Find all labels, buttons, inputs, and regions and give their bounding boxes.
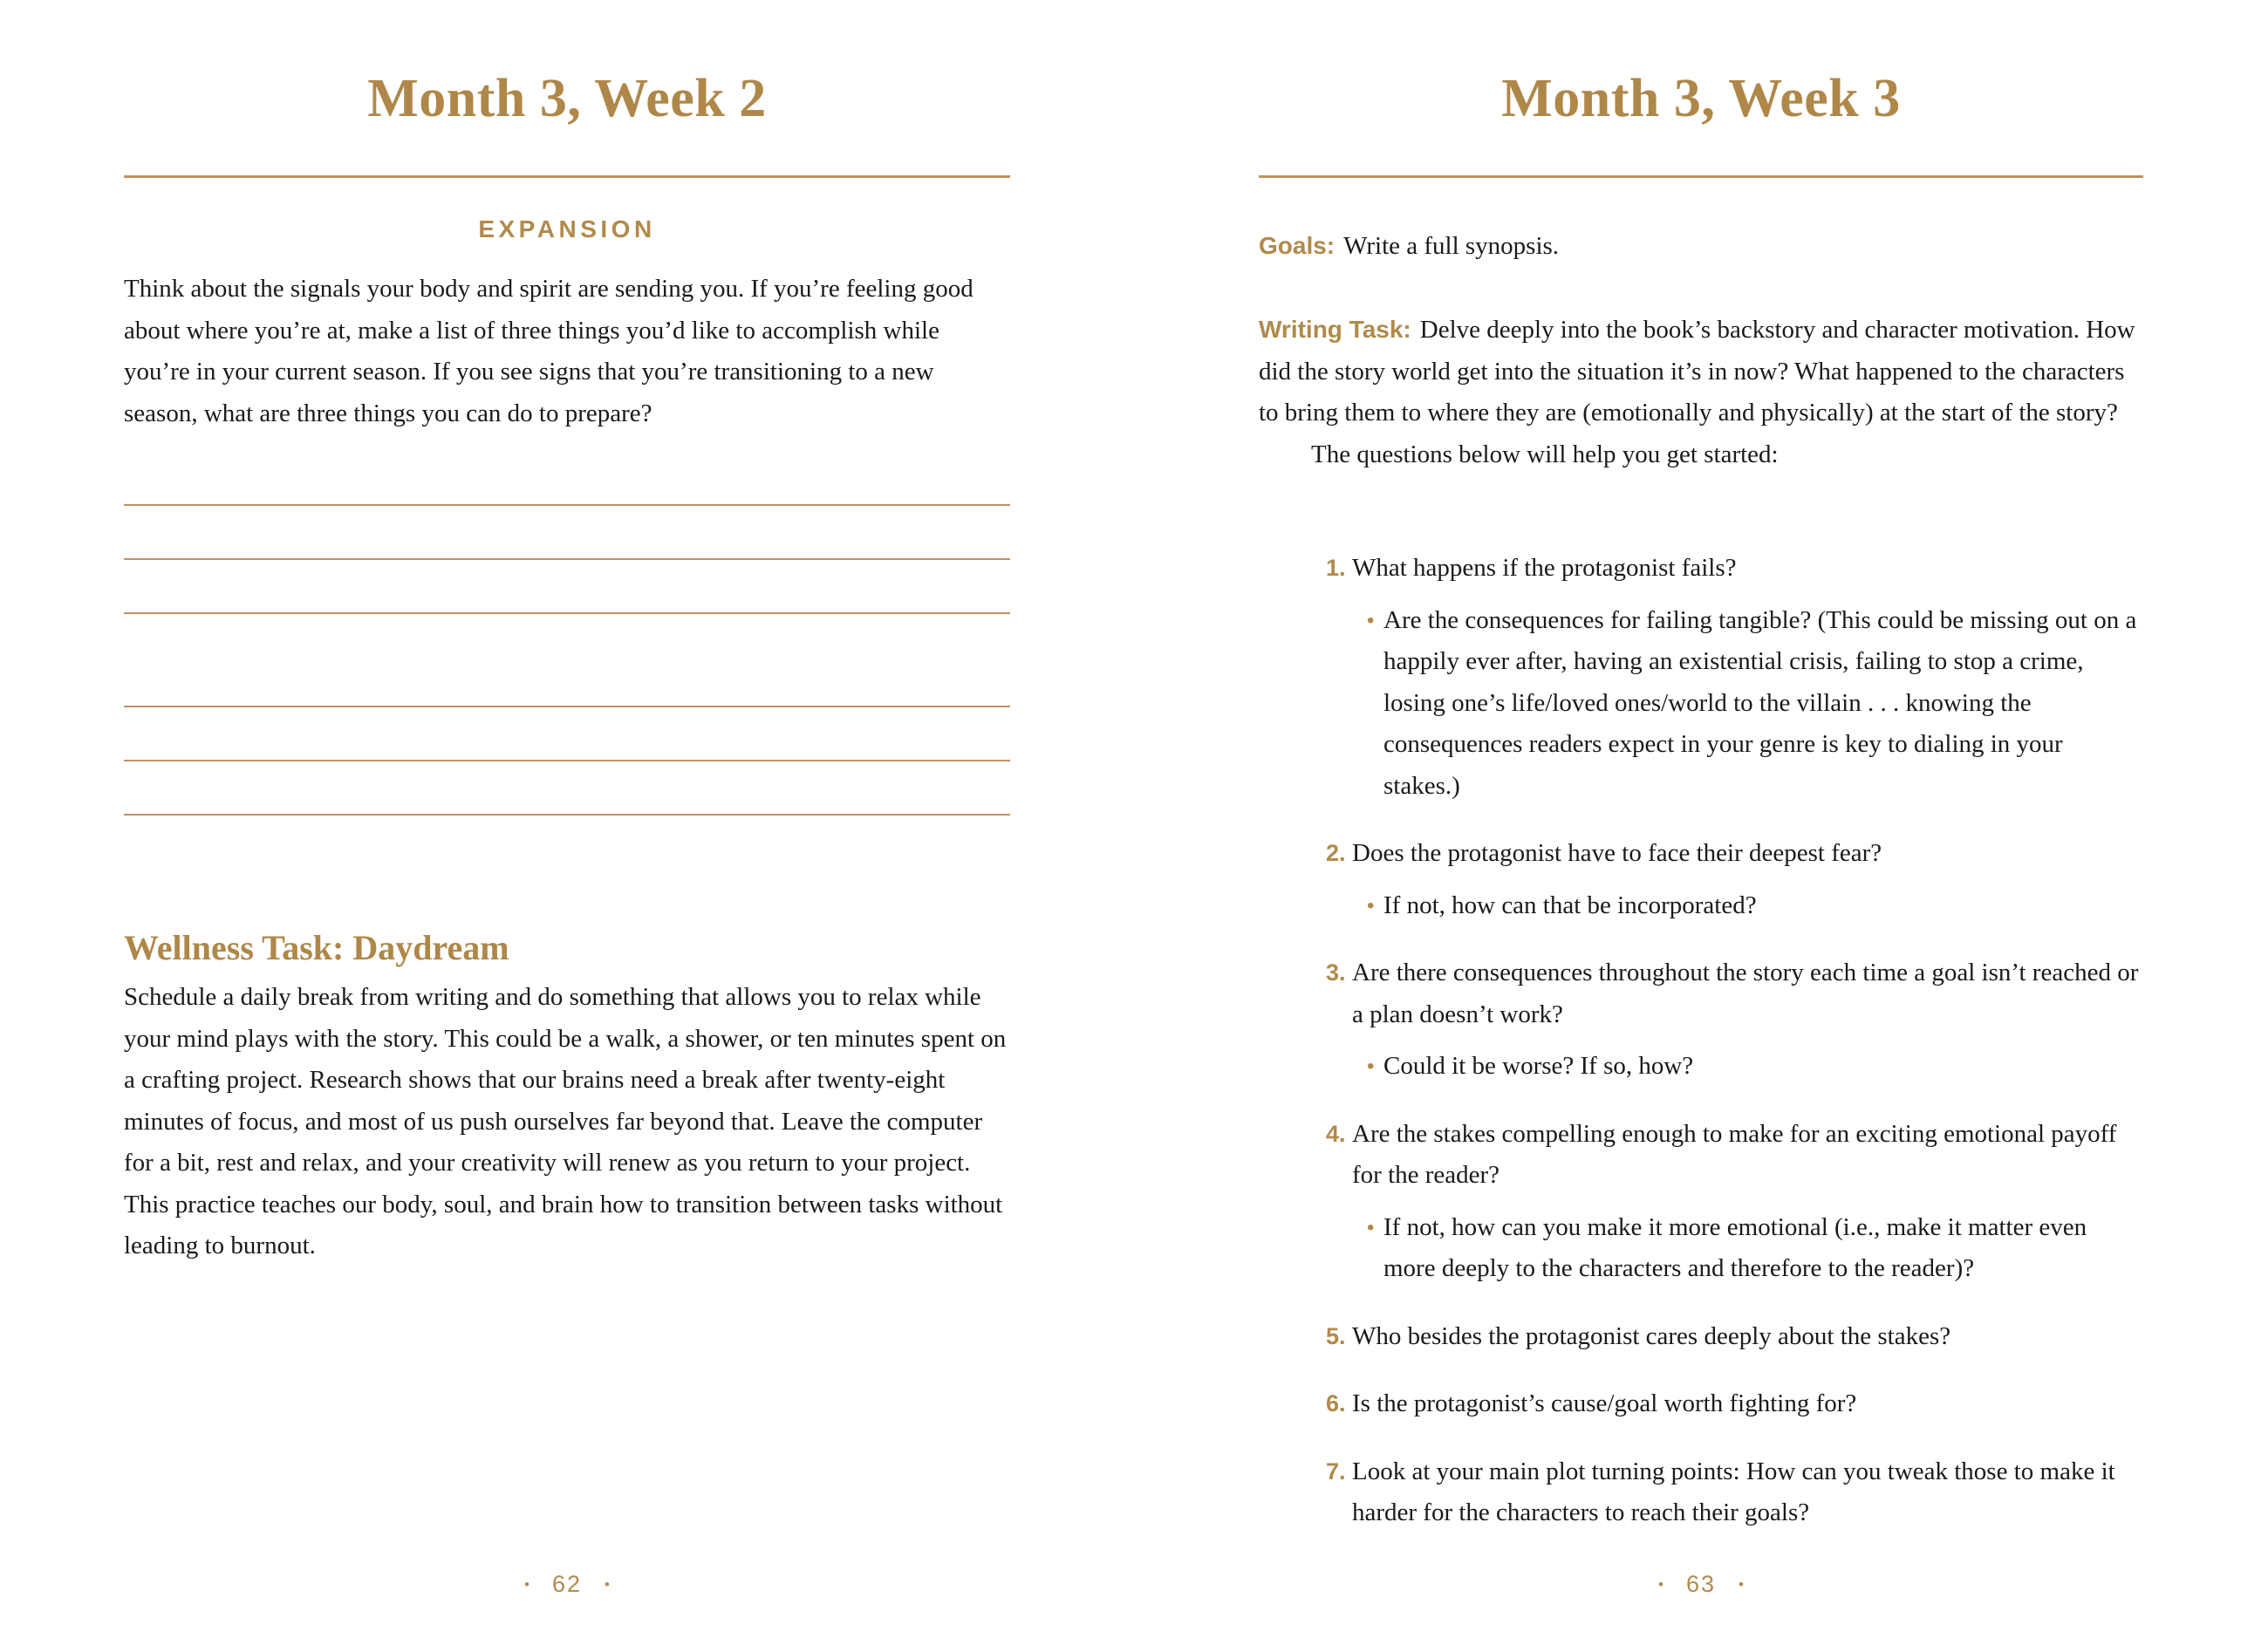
wellness-task-section	[124, 926, 1010, 1267]
question-bullet	[1367, 1207, 2143, 1290]
left-page	[124, 0, 1010, 1645]
bullet-icon: •	[1367, 1215, 1375, 1239]
footer-dot-icon: •	[1658, 1576, 1663, 1593]
question-number: 6.	[1326, 1390, 1346, 1416]
right-page-number: 63	[1685, 1571, 1717, 1597]
goals-block	[1259, 225, 2143, 268]
question-text: What happens if the protagonist fails?	[1352, 554, 1737, 582]
bullet-icon: •	[1367, 893, 1375, 918]
question-bullet	[1367, 600, 2143, 808]
left-page-number: 62	[551, 1571, 583, 1597]
question-row	[1259, 1451, 2143, 1534]
bullet-icon: •	[1367, 1055, 1375, 1078]
blank-writing-line	[124, 761, 1010, 816]
question-bullet	[1367, 885, 2143, 927]
footer-dot-icon: •	[524, 1576, 529, 1593]
expansion-intro-paragraph: Think about the signals your body and spirit are sending you. If you’re feeling good about where you’re at, make a list of three things you’d like to accomplish while you’re in your current season. If you see signs that you’re transitioning to a new season, what are three things you can do to prepare?	[124, 275, 973, 427]
wellness-task-heading: Wellness Task: Daydream	[124, 928, 509, 967]
goals-label: Goals:	[1259, 232, 1336, 259]
left-page-footer	[124, 1568, 1010, 1601]
question-row	[1259, 833, 2143, 875]
writing-task-paragraph	[1259, 309, 2143, 434]
writing-task-label: Writing Task:	[1259, 316, 1411, 343]
question-text: Is the protagonist’s cause/goal worth fighting for?	[1352, 1389, 1857, 1417]
blank-writing-line	[124, 560, 1010, 614]
bullet-text: If not, how can you make it more emotional (i.e., make it matter even more deeply to the characters and therefore to the reader)?	[1383, 1212, 2087, 1282]
question-text: Who besides the protagonist cares deeply about the stakes?	[1352, 1321, 1951, 1350]
left-title-rule	[124, 175, 1010, 178]
question-row	[1259, 952, 2143, 1035]
bullet-icon: •	[1367, 608, 1375, 632]
goals-line	[1259, 225, 2143, 268]
question-text: Look at your main plot turning points: How can you tweak those to make it harder for the characters to reach their goals?	[1352, 1457, 2115, 1526]
wellness-task-paragraph: Schedule a daily break from writing and do something that allows you to relax while your mind plays with the story. This could be a walk, a shower, or ten minutes spent on a crafting project. Research shows that our brains need a break after twenty-eight minutes of focus, and most of us push ourselves far beyond that. Leave the computer for a bit, rest and relax, and your creativity will renew as you return to your project. This practice teaches our body, soul, and brain how to transition between tasks without leading to burnout.	[124, 983, 1007, 1259]
question-number: 2.	[1326, 840, 1346, 866]
question-text: Are the stakes compelling enough to make for an exciting emotional payoff for the reader?	[1352, 1119, 2117, 1189]
question-number: 4.	[1326, 1120, 1346, 1147]
bullet-text: Could it be worse? If so, how?	[1383, 1052, 1694, 1080]
question-number: 7.	[1326, 1457, 1346, 1485]
question-row	[1259, 1114, 2143, 1197]
question-number: 1.	[1326, 555, 1346, 581]
question-item	[1259, 1316, 2143, 1358]
questions-list	[1259, 548, 2143, 1534]
expansion-label: EXPANSION	[478, 215, 656, 242]
question-item	[1259, 952, 2143, 1088]
question-text: Are there consequences throughout the story each time a goal isn’t reached or a plan doesn’t work?	[1352, 959, 2139, 1028]
footer-dot-icon: •	[1739, 1576, 1744, 1593]
question-text: Does the protagonist have to face their deepest fear?	[1352, 839, 1882, 867]
writing-task-text: Delve deeply into the book’s backstory and character motivation. How did the story world get into the situation it’s in now? What happened to the characters to bring them to where they are (emotionally and physically) at the start of the story?	[1259, 316, 2135, 427]
question-item	[1259, 1383, 2143, 1425]
right-page-title: Month 3, Week 3	[1501, 69, 1901, 128]
questions-intro: The questions below will help you get started:	[1311, 440, 1779, 468]
question-item	[1259, 833, 2143, 926]
blank-writing-line	[124, 707, 1010, 761]
blank-writing-line	[124, 506, 1010, 560]
left-page-title: Month 3, Week 2	[367, 69, 767, 128]
right-title-rule	[1259, 175, 2143, 178]
question-number: 5.	[1326, 1322, 1346, 1349]
question-row	[1259, 1316, 2143, 1358]
right-page-footer	[1259, 1568, 2143, 1601]
blank-writing-line	[124, 452, 1010, 506]
question-item	[1259, 548, 2143, 807]
question-row	[1259, 548, 2143, 590]
bullet-text: If not, how can that be incorporated?	[1383, 891, 1757, 919]
footer-dot-icon: •	[605, 1576, 610, 1593]
question-bullet	[1367, 1046, 2143, 1088]
question-item	[1259, 1451, 2143, 1534]
question-item	[1259, 1114, 2143, 1290]
question-row	[1259, 1383, 2143, 1425]
blank-writing-line	[124, 653, 1010, 707]
bullet-text: Are the consequences for failing tangible? (This could be missing out on a happily ever after, having an existential crisis, failing to stop a crime, losing one’s life/loved ones/world to the villain . . . knowing the consequences readers expect in your genre is key to dialing in your stakes.)	[1383, 605, 2137, 800]
goals-text: Write a full synopsis.	[1343, 232, 1560, 260]
question-number: 3.	[1326, 959, 1346, 986]
writing-lines	[124, 452, 1010, 816]
writing-task-block	[1259, 309, 2143, 475]
right-page	[1259, 0, 2143, 1645]
